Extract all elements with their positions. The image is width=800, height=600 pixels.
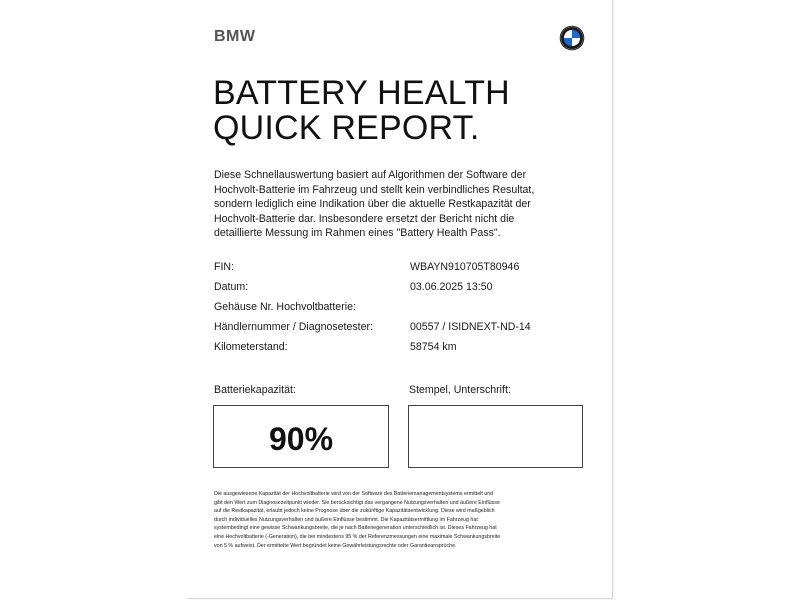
intro-line: Diese Schnellauswertung basiert auf Algorithmen der Software der [214,169,527,181]
field-label: Gehäuse Nr. Hochvoltbatterie: [214,301,356,313]
footnote-line: auf die Restkapazität, erlaubt jedoch keine Prognose über die zukünftige Kapazitätsentwicklung. Diese wird maßgeblich [214,508,495,515]
intro-paragraph [214,168,594,241]
field-value: 00557 / ISIDNEXT-ND-14 [410,321,531,333]
capacity-label: Batteriekapazität: [214,384,296,396]
field-row-fin [214,261,594,281]
stamp-label: Stempel, Unterschrift: [409,384,511,396]
field-value: 03.06.2025 13:50 [410,281,493,293]
intro-line: Hochvolt-Batterie im Fahrzeug und stellt kein verbindliches Resultat, [214,183,535,196]
intro-line: sondern lediglich eine Indikation über die aktuelle Restkapazität der [214,198,531,210]
field-value: WBAYN910705T80946 [410,261,520,273]
capacity-box [213,405,389,468]
field-value: 58754 km [410,341,457,353]
field-label: Händlernummer / Diagnosetester: [214,321,373,333]
footnote-line: systembedingt eine gewisse Schwankungsbreite, die je nach Batteriegeneration unterschiedlich ist. Dieses Fahrzeug hat [214,525,497,532]
report-title-line: BATTERY HEALTH [213,74,510,112]
footnote-line: durch individuelles Nutzungsverhalten und äußere Einflüsse bestimmt. Die Kapazitätsermittlung im Fahrzeug hat [214,516,478,523]
brand-wordmark: BMW [214,28,256,45]
report-page [187,0,613,599]
field-label: Kilometerstand: [214,341,288,353]
field-label: Datum: [214,281,249,293]
field-row-battery-housing [214,301,594,321]
field-row-date [214,281,594,301]
report-title [213,76,510,146]
intro-line: Hochvolt-Batterie dar. Insbesondere ersetzt der Bericht nicht die [214,212,515,225]
field-label: FIN: [214,261,235,273]
footnote-line: eine Hochvoltbatterie (-Generation), die bei mindestens 95 % der Referenzmessungen eine maximale Schwankungsbreite [214,533,501,540]
report-title-line: QUICK REPORT. [213,109,480,147]
footnote-line: gibt den Wert zum Diagnosezeitpunkt wieder. Sie berücksichtigt das vergangene Nutzungsverhalten und äußere Einflüsse [214,499,500,506]
stamp-signature-box [408,405,583,468]
disclaimer-footnote [214,490,589,550]
field-row-dealer [214,321,594,341]
vehicle-info-table [214,261,594,361]
intro-line: detaillierte Messung im Rahmen eines "Battery Health Pass". [214,227,501,239]
bmw-roundel-icon [559,25,585,51]
capacity-value: 90% [268,421,334,457]
field-row-mileage [214,341,594,361]
footnote-line: Die ausgewiesene Kapazität der Hochvoltbatterie wird von der Software des Batteriemanagementsystems ermittelt und [214,491,494,497]
footnote-line: von 5 % aufweist. Der ermittelte Wert begründet keine Gewährleistungsrechte oder Garantieansprüche. [214,542,457,549]
